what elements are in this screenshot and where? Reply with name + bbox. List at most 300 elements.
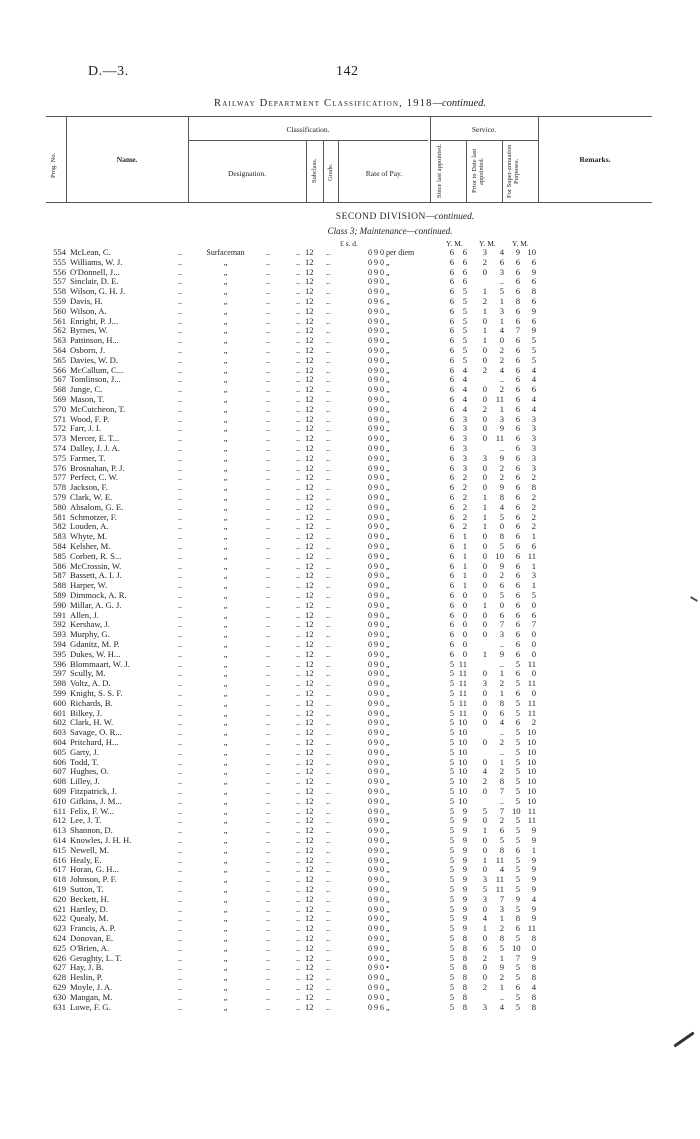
employee-name: Pattinson, H... <box>70 336 119 346</box>
leader-dots: .. <box>178 433 183 444</box>
super-months: 9 <box>531 864 536 875</box>
leader-dots: .. <box>266 521 271 532</box>
col-rule-prior <box>466 140 467 202</box>
leader-dots: .. <box>266 766 271 777</box>
super-months: 4 <box>531 982 536 992</box>
since-years: 6 <box>449 629 454 640</box>
prior-months: 3 <box>499 413 504 424</box>
leader-dots: .. <box>266 315 271 326</box>
designation: „ <box>223 963 228 973</box>
super-months: 11 <box>527 805 536 816</box>
table-row <box>0 356 700 366</box>
document-title <box>0 98 700 109</box>
leader-dots: .. <box>178 982 183 992</box>
super-years: 5 <box>515 903 520 914</box>
since-years: 6 <box>449 345 454 355</box>
designation: „ <box>223 973 228 983</box>
table-row <box>0 581 700 591</box>
since-years: 5 <box>449 756 454 767</box>
leader-dots: .. <box>178 639 183 649</box>
leader-dots: .. <box>178 678 183 689</box>
prog-no: 628 <box>53 972 66 983</box>
super-months: 6 <box>531 276 536 287</box>
grade: 12 <box>305 805 314 816</box>
table-row <box>0 669 700 679</box>
since-months: 9 <box>462 913 467 924</box>
leader-dots: .. <box>266 570 271 581</box>
table-row <box>0 689 700 699</box>
leader-dots: .. <box>296 844 301 855</box>
prior-to-header: Prior to Date last appointed. <box>471 148 485 194</box>
employee-name: Murphy, G. <box>70 630 110 640</box>
since-years: 5 <box>449 746 454 757</box>
since-months: 5 <box>462 345 467 355</box>
leader-dots: .. <box>178 629 183 640</box>
since-years: 5 <box>449 991 454 1002</box>
table-row <box>0 816 700 826</box>
employee-name: Hartley, D. <box>70 904 108 914</box>
leader-dots: .. <box>326 286 331 297</box>
since-months: 2 <box>462 492 467 502</box>
prog-no: 558 <box>53 286 66 297</box>
grade: 12 <box>305 893 314 904</box>
leader-dots: .. <box>326 942 331 953</box>
super-years: 5 <box>515 864 520 875</box>
leader-dots: .. <box>178 991 183 1002</box>
leader-dots: .. <box>266 933 271 943</box>
prior-years: 2 <box>482 296 487 306</box>
leader-dots: .. <box>296 815 301 826</box>
table-row <box>0 758 700 768</box>
leader-dots: .. <box>266 354 271 365</box>
employee-name: Millar, A. G. J. <box>70 600 122 610</box>
prog-no: 586 <box>53 560 66 571</box>
prog-no: 569 <box>53 394 66 404</box>
prior-years: 0 <box>482 864 487 875</box>
leader-dots: .. <box>178 746 183 757</box>
leader-dots: .. <box>296 982 301 992</box>
designation: „ <box>223 934 228 943</box>
super-months: 6 <box>531 541 536 551</box>
since-months: 1 <box>462 541 467 551</box>
leader-dots: .. <box>296 786 301 796</box>
prior-months: .. <box>499 746 504 757</box>
leader-dots: .. <box>178 737 183 747</box>
super-years: 8 <box>515 296 520 306</box>
leader-dots: .. <box>266 492 271 502</box>
grade: 12 <box>305 443 314 453</box>
rate-of-pay: 0 9 0 „ <box>368 924 390 934</box>
leader-dots: .. <box>178 452 183 463</box>
since-years: 6 <box>449 531 454 542</box>
super-years: 6 <box>515 305 520 316</box>
employee-name: Shannon, D. <box>70 826 113 836</box>
since-months: 0 <box>462 590 467 600</box>
since-months: 3 <box>462 413 467 424</box>
rate-of-pay: 0 9 0 „ <box>368 728 390 738</box>
employee-name: Clark, H. W. <box>70 718 114 728</box>
since-months: 11 <box>458 658 467 669</box>
leader-dots: .. <box>266 580 271 591</box>
table-row <box>0 865 700 875</box>
rate-of-pay: 0 9 0 „ <box>368 571 390 581</box>
prior-years: 3 <box>482 893 487 904</box>
super-months: 9 <box>531 952 536 963</box>
leader-dots: .. <box>296 658 301 669</box>
leader-dots: .. <box>326 815 331 826</box>
super-years: 6 <box>515 335 520 346</box>
designation: „ <box>223 845 228 855</box>
prog-no: 627 <box>53 962 66 973</box>
designation: „ <box>223 983 228 992</box>
since-months: 3 <box>462 433 467 444</box>
designation: „ <box>223 630 228 640</box>
leader-dots: .. <box>296 913 301 924</box>
prior-years: 3 <box>482 1001 487 1012</box>
grade: 12 <box>305 786 314 796</box>
leader-dots: .. <box>178 658 183 669</box>
employee-name: Clark, W. E. <box>70 493 113 502</box>
employee-name: O'Donnell, J... <box>70 267 120 277</box>
super-years: 5 <box>515 854 520 865</box>
since-months: 9 <box>462 874 467 885</box>
leader-dots: .. <box>266 374 271 385</box>
prior-months: 8 <box>499 697 504 708</box>
leader-dots: .. <box>266 266 271 277</box>
super-years: 6 <box>515 462 520 473</box>
prior-months: 11 <box>495 884 504 894</box>
employee-name: Moyle, J. A. <box>70 983 113 992</box>
since-years: 6 <box>449 423 454 434</box>
leader-dots: .. <box>178 345 183 355</box>
since-years: 6 <box>449 296 454 306</box>
leader-dots: .. <box>178 394 183 404</box>
employee-name: Perfect, C. W. <box>70 473 118 483</box>
prog-no: 601 <box>53 707 66 718</box>
prior-years: 0 <box>482 609 487 620</box>
leader-dots: .. <box>178 472 183 483</box>
leader-dots: .. <box>326 746 331 757</box>
prior-years: 0 <box>482 688 487 698</box>
designation: „ <box>223 757 228 767</box>
since-years: 5 <box>449 854 454 865</box>
col-rule-subclass <box>306 140 307 202</box>
leader-dots: .. <box>326 580 331 591</box>
leader-dots: .. <box>326 482 331 493</box>
table-row <box>0 885 700 895</box>
prior-years: 0 <box>482 413 487 424</box>
super-years: 8 <box>515 913 520 924</box>
designation: „ <box>223 1002 228 1012</box>
leader-dots: .. <box>326 394 331 404</box>
prior-years: 0 <box>482 394 487 404</box>
leader-dots: .. <box>296 737 301 747</box>
employee-name: Savage, O. R... <box>70 728 122 738</box>
leader-dots: .. <box>178 903 183 914</box>
prior-months: 9 <box>499 962 504 973</box>
leader-dots: .. <box>266 286 271 297</box>
since-months: 10 <box>458 717 467 728</box>
leader-dots: .. <box>266 835 271 845</box>
grade: 12 <box>305 560 314 571</box>
grade: 12 <box>305 354 314 365</box>
table-row <box>0 993 700 1003</box>
table-row <box>0 424 700 434</box>
since-months: 6 <box>462 256 467 267</box>
table-row <box>0 591 700 601</box>
super-years: 7 <box>515 952 520 963</box>
rate-of-pay: 0 9 0 „ <box>368 659 390 669</box>
designation: „ <box>223 522 228 532</box>
table-row <box>0 277 700 287</box>
prior-months: 4 <box>499 501 504 512</box>
table-row <box>0 905 700 915</box>
superannuation-header: For Super-annuation Purposes. <box>506 144 520 198</box>
since-years: 6 <box>449 550 454 561</box>
super-years: 5 <box>515 756 520 767</box>
super-years: 5 <box>515 658 520 669</box>
prog-no: 562 <box>53 325 66 336</box>
since-months: 0 <box>462 599 467 610</box>
prior-months: .. <box>499 991 504 1002</box>
leader-dots: .. <box>178 256 183 267</box>
rate-of-pay: 0 9 0 „ <box>368 708 390 718</box>
leader-dots: .. <box>326 795 331 806</box>
since-months: 9 <box>462 854 467 865</box>
prior-years: 2 <box>482 364 487 375</box>
leader-dots: .. <box>296 305 301 316</box>
designation: „ <box>223 561 228 571</box>
leader-dots: .. <box>296 962 301 973</box>
prog-no: 592 <box>53 619 66 630</box>
since-months: 1 <box>462 580 467 591</box>
super-months: 1 <box>531 560 536 571</box>
since-years: 5 <box>449 697 454 708</box>
rate-of-pay: 0 9 0 „ <box>368 610 390 620</box>
designation: „ <box>223 493 228 502</box>
super-years: 6 <box>515 599 520 610</box>
leader-dots: .. <box>296 423 301 434</box>
prior-years: 1 <box>482 854 487 865</box>
designation: „ <box>223 483 228 493</box>
prior-years: 1 <box>482 286 487 297</box>
leader-dots: .. <box>296 991 301 1002</box>
leader-dots: .. <box>326 972 331 983</box>
super-months: 8 <box>531 933 536 943</box>
prior-years: 1 <box>482 325 487 336</box>
since-years: 6 <box>449 286 454 297</box>
employee-name: Kelsher, M. <box>70 542 111 551</box>
table-row <box>0 571 700 581</box>
leader-dots: .. <box>266 893 271 904</box>
grade: 12 <box>305 962 314 973</box>
rate-of-pay: 0 9 0 „ <box>368 620 390 630</box>
prog-no: 625 <box>53 942 66 953</box>
rate-of-pay: 0 9 0 „ <box>368 287 390 297</box>
leader-dots: .. <box>266 952 271 963</box>
leader-dots: .. <box>178 942 183 953</box>
designation: „ <box>223 796 228 806</box>
employee-name: Whyte, M. <box>70 532 107 542</box>
super-months: 9 <box>531 913 536 924</box>
grade: 12 <box>305 276 314 287</box>
leader-dots: .. <box>178 423 183 434</box>
prior-years: 0 <box>482 462 487 473</box>
table-row <box>0 620 700 630</box>
grade: 12 <box>305 766 314 777</box>
since-months: 5 <box>462 286 467 297</box>
name-header: Name. <box>116 155 138 164</box>
grade: 12 <box>305 364 314 375</box>
leader-dots: .. <box>266 805 271 816</box>
leader-dots: .. <box>326 952 331 963</box>
leader-dots: .. <box>266 541 271 551</box>
grade: 12 <box>305 737 314 747</box>
prog-no: 609 <box>53 786 66 796</box>
super-years: 6 <box>515 384 520 395</box>
since-months: 4 <box>462 374 467 385</box>
rate-of-pay: 0 9 0 • <box>368 963 389 973</box>
since-years: 5 <box>449 776 454 787</box>
leader-dots: .. <box>178 443 183 453</box>
leader-dots: .. <box>266 276 271 287</box>
since-years: 5 <box>449 658 454 669</box>
leader-dots: .. <box>178 570 183 581</box>
leader-dots: .. <box>296 472 301 483</box>
leader-dots: .. <box>326 345 331 355</box>
grade: 12 <box>305 374 314 385</box>
col-rule-grade <box>323 140 324 202</box>
leader-dots: .. <box>296 403 301 414</box>
prior-years: 0 <box>482 384 487 395</box>
grade: 12 <box>305 874 314 885</box>
leader-dots: .. <box>326 609 331 620</box>
table-row <box>0 454 700 464</box>
prog-no: 585 <box>53 550 66 561</box>
margin-mark <box>673 1031 694 1047</box>
designation: „ <box>223 306 228 316</box>
leader-dots: .. <box>326 893 331 904</box>
leader-dots: .. <box>296 609 301 620</box>
leader-dots: .. <box>178 874 183 885</box>
table-row <box>0 983 700 993</box>
leader-dots: .. <box>326 560 331 571</box>
super-years: 5 <box>515 727 520 738</box>
rate-of-pay: 0 9 0 „ <box>368 894 390 904</box>
super-months: 0 <box>531 688 536 698</box>
rate-of-pay: 0 9 0 „ <box>368 718 390 728</box>
super-months: 3 <box>531 452 536 463</box>
since-months: 3 <box>462 462 467 473</box>
since-years: 6 <box>449 315 454 326</box>
leader-dots: .. <box>266 511 271 522</box>
prior-months: 9 <box>499 560 504 571</box>
leader-dots: .. <box>326 776 331 787</box>
designation: „ <box>223 992 228 1002</box>
prior-years: 3 <box>482 874 487 885</box>
prog-no: 564 <box>53 345 66 355</box>
title-main: Railway Department Classification, 1918 <box>214 98 433 109</box>
employee-name: Donovan, E. <box>70 934 114 943</box>
prior-months: .. <box>499 727 504 738</box>
class-title: Class 3; Maintenance—continued. <box>327 226 453 236</box>
leader-dots: .. <box>296 315 301 326</box>
since-years: 6 <box>449 256 454 267</box>
leader-dots: .. <box>296 325 301 336</box>
grade: 12 <box>305 472 314 483</box>
designation: „ <box>223 747 228 757</box>
employee-name: Enright, P. J... <box>70 316 118 326</box>
rate-of-pay: 0 9 0 „ <box>368 306 390 316</box>
grade: 12 <box>305 639 314 649</box>
leader-dots: .. <box>178 315 183 326</box>
since-years: 6 <box>449 492 454 502</box>
since-months: 10 <box>458 766 467 777</box>
prior-years: 0 <box>482 668 487 679</box>
leader-dots: .. <box>178 296 183 306</box>
rate-of-pay-header: Rate of Pay. <box>365 169 403 178</box>
table-row <box>0 787 700 797</box>
prior-months: 10 <box>495 550 504 561</box>
employee-name: Healy, E. <box>70 855 102 865</box>
rate-of-pay: 0 9 0 „ <box>368 953 390 963</box>
designation: „ <box>223 287 228 297</box>
prior-months: .. <box>499 443 504 453</box>
leader-dots: .. <box>326 443 331 453</box>
table-row <box>0 317 700 327</box>
leader-dots: .. <box>266 550 271 561</box>
grade: 12 <box>305 825 314 836</box>
prior-months: 6 <box>499 256 504 267</box>
rate-of-pay: 0 9 0 „ <box>368 767 390 777</box>
leader-dots: .. <box>178 492 183 502</box>
leader-dots: .. <box>266 786 271 796</box>
prior-years: 1 <box>482 923 487 934</box>
leader-dots: .. <box>178 893 183 904</box>
table-row <box>0 248 700 258</box>
prior-years: 0 <box>482 531 487 542</box>
prog-no: 624 <box>53 933 66 943</box>
prog-no: 571 <box>53 413 66 424</box>
grade: 12 <box>305 256 314 267</box>
prior-months: 8 <box>499 492 504 502</box>
since-months: 10 <box>458 776 467 787</box>
prior-months: 1 <box>499 668 504 679</box>
super-months: 10 <box>527 786 536 796</box>
since-months: 6 <box>462 266 467 277</box>
prior-months: 5 <box>499 942 504 953</box>
prog-no: 603 <box>53 727 66 738</box>
employee-name: Wood, F. P. <box>70 414 109 424</box>
table-row <box>0 748 700 758</box>
prior-months: 1 <box>499 982 504 992</box>
table-row <box>0 444 700 454</box>
super-years: 6 <box>515 541 520 551</box>
prog-no: 629 <box>53 982 66 992</box>
leader-dots: .. <box>178 247 183 257</box>
leader-dots: .. <box>266 560 271 571</box>
since-months: 2 <box>462 472 467 483</box>
super-years: 6 <box>515 276 520 287</box>
prior-years: 0 <box>482 835 487 845</box>
since-months: 9 <box>462 805 467 816</box>
leader-dots: .. <box>266 1001 271 1012</box>
leader-dots: .. <box>296 942 301 953</box>
rate-of-pay: 0 9 0 „ <box>368 600 390 610</box>
leader-dots: .. <box>178 756 183 767</box>
super-years: 6 <box>515 717 520 728</box>
employee-name: McCutcheon, T. <box>70 404 126 414</box>
